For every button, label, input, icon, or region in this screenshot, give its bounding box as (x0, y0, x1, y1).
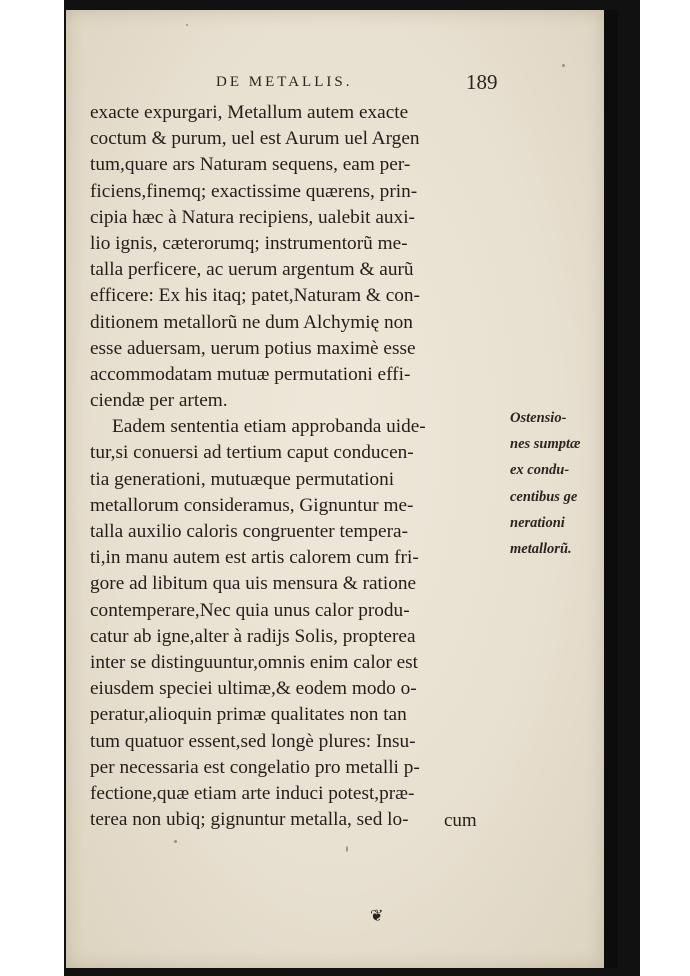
text-line: exacte expurgari, Metallum autem exacte (90, 102, 409, 123)
text-line: per necessaria est congelatio pro metalli p- (90, 756, 420, 778)
paper-speck (346, 846, 348, 852)
text-line: cipia hæc à Natura recipiens, ualebit auxi- (90, 206, 415, 228)
text-line: ficiens,finemq; exactissime quærens, prin- (90, 180, 418, 202)
text-line: talla perficere, ac uerum argentum & aurũ (90, 259, 414, 281)
text-line: esse aduersam, uerum potius maximè esse (90, 337, 416, 359)
paragraph-start-line: Eadem sententia etiam approbanda uide- (112, 416, 426, 438)
marginal-note (510, 405, 602, 562)
paper-speck (562, 64, 565, 67)
text-line: inter se distinguuntur,omnis enim calor est (90, 651, 419, 673)
paper-speck (186, 24, 188, 26)
text-line: accommodatam mutuæ permutationi effi- (90, 363, 411, 385)
text-line: metallorum consideramus, Gignuntur me- (90, 494, 414, 516)
catchword: cum (444, 810, 477, 831)
text-line: ciendæ per artem. (90, 390, 228, 412)
text-line: gore ad libitum qua uis mensura & ratione (90, 573, 417, 595)
text-line: terea non ubiq; gignuntur metalla, sed lo- (90, 809, 409, 831)
text-line: lio ignis, cæterorumq; instrumentorũ me- (90, 232, 408, 254)
text-line: fectione,quæ etiam arte induci potest,præ- (90, 782, 415, 804)
text-line: peratur,alioquin primæ qualitates non tan (90, 704, 407, 726)
book-page (66, 10, 604, 968)
text-line: talla auxilio caloris congruenter tempera- (90, 521, 408, 542)
text-line: coctum & purum, uel est Aurum uel Argen (90, 128, 420, 150)
text-line: tia generationi, mutuæque permutationi (90, 468, 395, 490)
printers-ornament-icon: ❦ (370, 906, 384, 925)
body-text (90, 100, 516, 833)
running-head (66, 70, 604, 98)
marginal-note-line: nerationi (510, 514, 565, 531)
text-line: tum quatuor essent,sed longè plures: Insu- (90, 730, 416, 752)
marginal-note-line: ex condu- (510, 462, 570, 479)
text-line: efficere: Ex his itaq; patet,Naturam & con- (90, 285, 420, 307)
text-line: catur ab igne,alter à radijs Solis, propterea (90, 625, 416, 647)
text-line: eiusdem speciei ultimæ,& eodem modo o- (90, 678, 417, 700)
gutter-shadow (604, 10, 618, 968)
marginal-note-line: metallorũ. (510, 540, 572, 557)
marginal-note-line: centibus ge (510, 488, 578, 505)
paper-speck (174, 840, 177, 843)
marginal-note-line: nes sumptæ (510, 436, 581, 453)
text-line: ditionem metallorũ ne dum Alchymię non (90, 311, 413, 333)
running-title: DE METALLIS. (216, 74, 353, 90)
marginal-note-line: Ostensio- (510, 410, 567, 426)
text-line: contemperare,Nec quia unus calor produ- (90, 599, 410, 621)
text-line: ti,in manu autem est artis calorem cum fri- (90, 547, 419, 569)
text-line: tur,si conuersi ad tertium caput conducen- (90, 442, 414, 464)
page-number: 189 (466, 70, 498, 94)
text-line: tum,quare ars Naturam sequens, eam per- (90, 154, 411, 176)
